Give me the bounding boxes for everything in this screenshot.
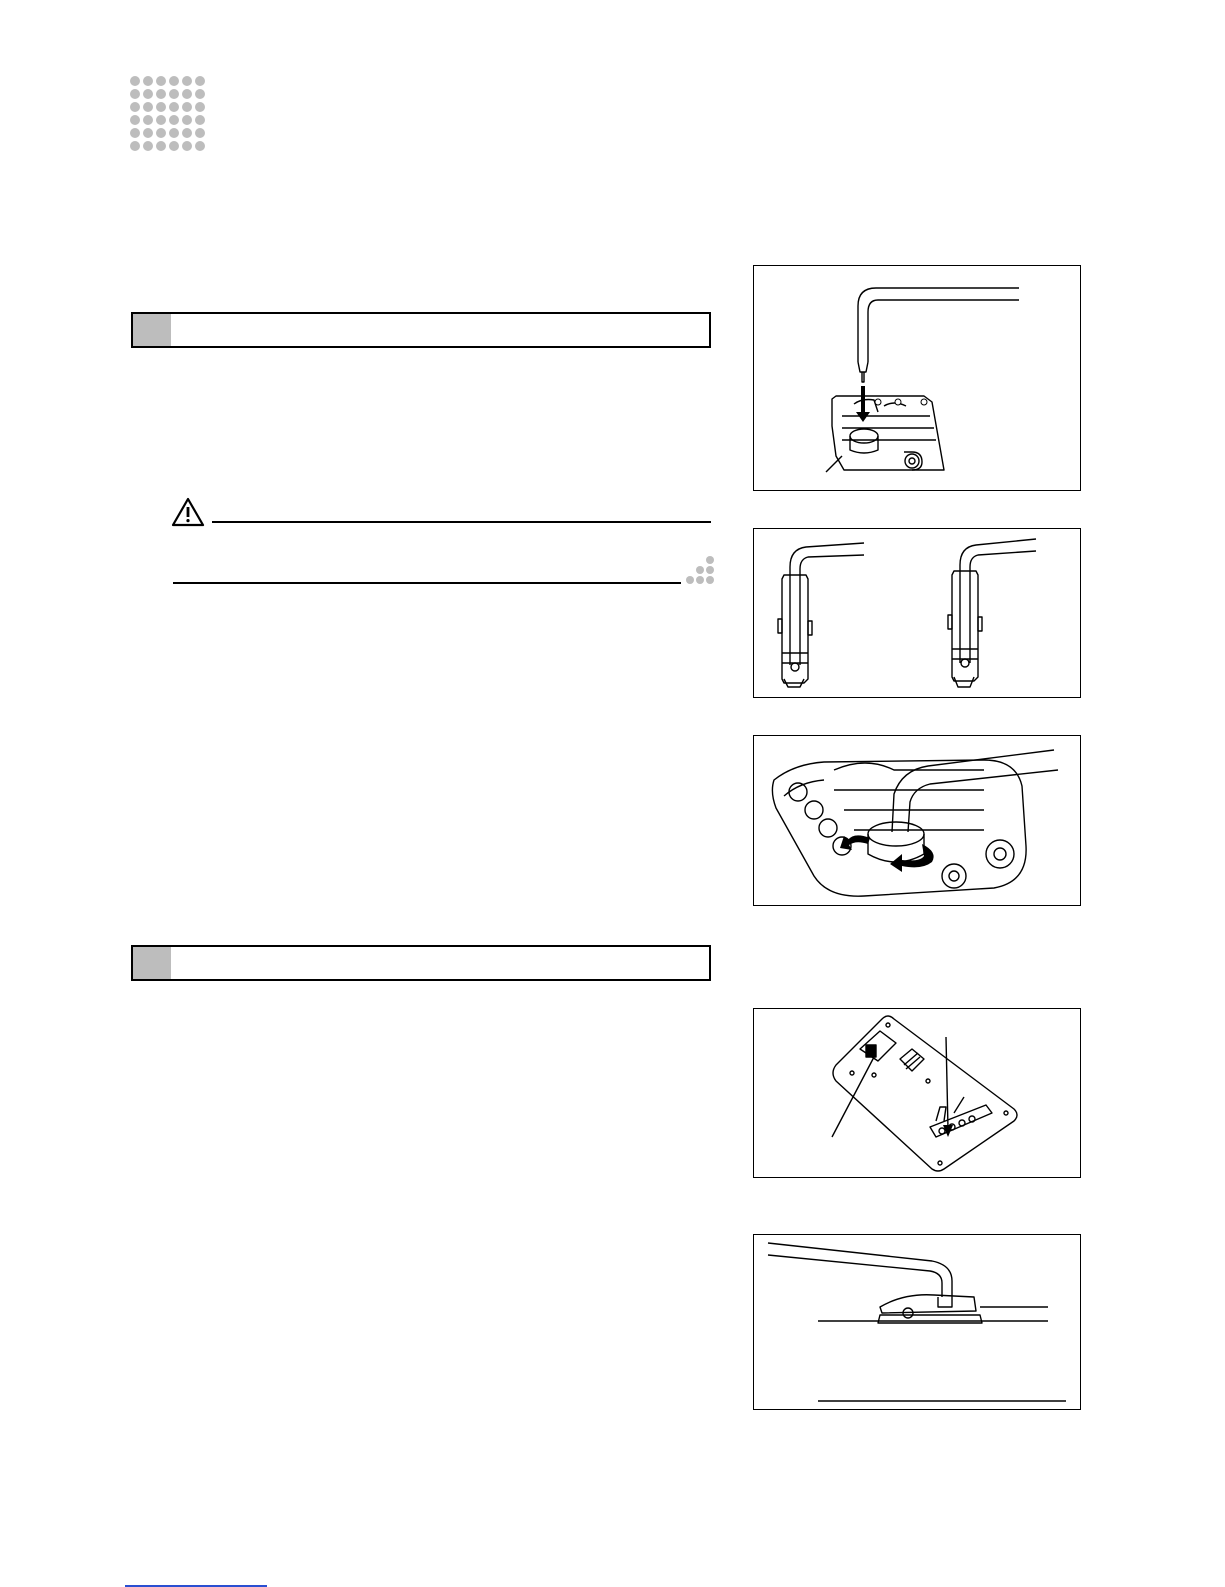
dot <box>195 76 205 86</box>
dot <box>195 89 205 99</box>
caution-bottom-rule <box>173 582 681 584</box>
dot <box>182 102 192 112</box>
dot <box>195 128 205 138</box>
dot <box>130 102 140 112</box>
dot <box>182 89 192 99</box>
dot <box>182 115 192 125</box>
dot <box>182 128 192 138</box>
dot <box>195 102 205 112</box>
dot <box>143 76 153 86</box>
hex-key-side-views-illustration <box>754 529 1081 698</box>
dot <box>169 141 179 151</box>
dot <box>130 89 140 99</box>
warning-triangle-icon <box>171 497 205 527</box>
dot <box>130 115 140 125</box>
dot <box>156 102 166 112</box>
footer-link[interactable] <box>125 1575 267 1587</box>
dot <box>706 566 714 574</box>
dot <box>169 76 179 86</box>
figure-bridge-side-height <box>753 1234 1081 1410</box>
figure-hex-key-insert <box>753 265 1081 491</box>
dot <box>156 76 166 86</box>
dot <box>156 141 166 151</box>
small-dot-decoration <box>686 556 718 584</box>
figure-hex-key-side-views <box>753 528 1081 698</box>
dot <box>156 128 166 138</box>
dot <box>169 102 179 112</box>
dot <box>143 102 153 112</box>
figure-bridge-underside <box>753 1008 1081 1178</box>
dot <box>143 141 153 151</box>
dot <box>143 115 153 125</box>
dot <box>182 141 192 151</box>
dot <box>156 115 166 125</box>
section-header-1 <box>131 312 711 348</box>
dot <box>130 141 140 151</box>
dot <box>686 576 694 584</box>
dot <box>195 141 205 151</box>
dot <box>143 89 153 99</box>
dot <box>169 89 179 99</box>
dot <box>156 89 166 99</box>
dot <box>696 576 704 584</box>
section-header-tab <box>133 947 171 979</box>
bridge-underside-illustration <box>754 1009 1081 1178</box>
dot <box>696 566 704 574</box>
section-header-tab <box>133 314 171 346</box>
section-header-2 <box>131 945 711 981</box>
dot <box>182 76 192 86</box>
figure-hex-key-turn <box>753 735 1081 906</box>
dot <box>195 115 205 125</box>
dot <box>130 128 140 138</box>
dot <box>169 115 179 125</box>
dot <box>706 576 714 584</box>
dot-grid-decoration <box>130 76 210 152</box>
hex-key-insert-illustration <box>754 266 1081 491</box>
caution-top-rule <box>212 521 711 523</box>
dot <box>169 128 179 138</box>
bridge-side-height-illustration <box>754 1235 1081 1410</box>
dot <box>130 76 140 86</box>
dot <box>143 128 153 138</box>
hex-key-turn-illustration <box>754 736 1081 906</box>
dot <box>706 556 714 564</box>
